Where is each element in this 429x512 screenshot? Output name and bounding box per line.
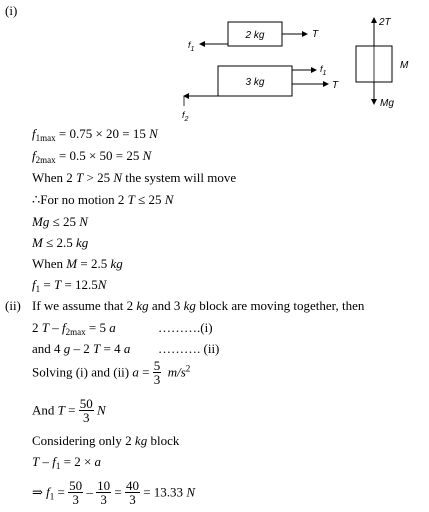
label-eq-ii: ………. (ii)	[158, 341, 220, 356]
line-considering-2kg: Considering only 2 kg block	[32, 433, 180, 448]
friction-f1-label-top: $f_1$	[188, 40, 195, 53]
tension-label-top: T	[312, 29, 319, 40]
line-when-m: When M = 2.5 kg	[32, 256, 123, 271]
block-3kg-label: 3 kg	[245, 77, 265, 88]
line-f2max: $f_{2max} = 0.5 \times 50 = 25$ N	[32, 148, 152, 165]
line-solve-a: Solving (i) and (ii) a = $\frac{5}{3}$ $m/s^2$	[32, 358, 191, 387]
block-2kg-label: 2 kg	[245, 30, 265, 41]
line-f1-equals-t: $f_1 = T = 12.5N$	[32, 277, 107, 294]
line-equation-i: 2 $T - f_{2max} = 5$ a	[32, 320, 116, 337]
line-t-minus-f1: $T - f_1 = 2 \times a$	[32, 454, 102, 471]
label-eq-i: ……….(i)	[158, 320, 213, 335]
weight-Mg-label: Mg	[380, 98, 394, 109]
friction-f1-label-mid: $f_1$	[320, 64, 327, 77]
tension-label-mid: T	[332, 80, 339, 91]
line-equation-ii: and 4 g – 2 T = 4 a	[32, 341, 131, 356]
free-body-diagram	[0, 0, 429, 125]
line-f1max: $f_{1max} = 0.75 \times 20 = 15$ N	[32, 126, 158, 143]
line-f1-result: ⇒ $f_1$ = $\frac{50}{3}$ – $\frac{10}{3}$ = $\frac{40}{3}$ = 13.33 N	[32, 478, 195, 507]
line-mg-inequality: Mg ≤ 25 N	[32, 214, 88, 229]
line-tension-value: And T = $\frac{50}{3}$ N	[32, 396, 106, 425]
line-m-inequality: M ≤ 2.5 kg	[32, 235, 89, 250]
part-i-label: (i)	[5, 3, 18, 18]
part-ii-label: (ii)	[5, 298, 21, 313]
up-2T-label: 2T	[379, 17, 391, 28]
line-assume-together: If we assume that 2 kg and 3 kg block are moving together, then	[32, 298, 365, 313]
friction-f2-label: $f_2$	[182, 110, 189, 123]
line-system-moves: When 2 T > 25 N the system will move	[32, 170, 237, 185]
line-no-motion: ∴For no motion 2 T ≤ 25 N	[32, 192, 174, 207]
mass-M-label: M	[400, 60, 409, 71]
